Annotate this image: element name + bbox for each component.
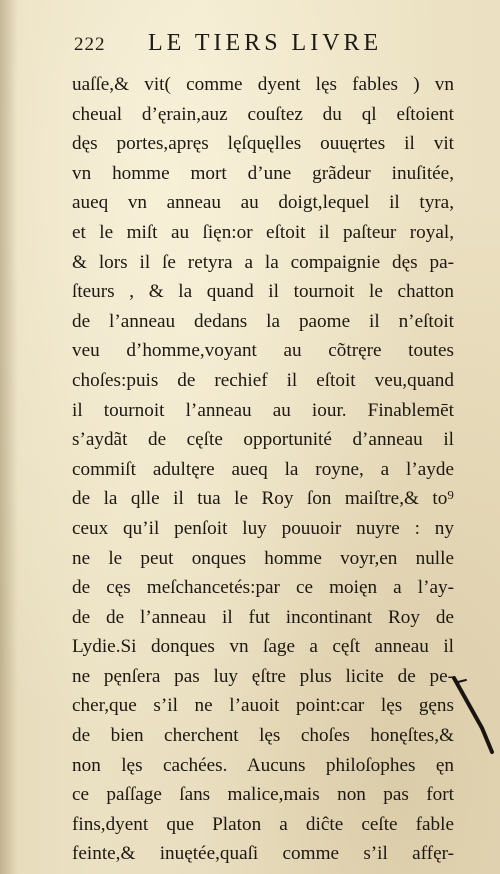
text-line: ſteurs , & la quand il tournoit le chatton: [72, 281, 454, 303]
text-line: non lęs cachées. Aucuns philoſophes ęn: [72, 754, 454, 776]
text-line: de de l’anneau il fut incontinant Roy de: [72, 606, 454, 628]
text-line: il tournoit l’anneau au iour. Finablemēt: [72, 399, 454, 421]
running-head: [74, 30, 454, 60]
text-line: s’aydãt de cęſte opportunité d’anneau il: [72, 429, 454, 451]
text-line: vn homme mort d’une grãdeur inuſitée,: [72, 162, 454, 184]
text-line: choſes:puis de rechief il eſtoit veu,quand: [72, 369, 454, 391]
text-line: ce paſſage ſans malice,mais non pas fort: [72, 784, 454, 806]
margin-annotation-mark: [452, 676, 496, 756]
page-number: 222: [74, 34, 106, 55]
text-line: ceux qu’il penſoit luy pouuoir nuyre : ny: [72, 517, 454, 539]
text-line: de la qlle il tua le Roy ſon maiſtre,& to⁹: [72, 488, 454, 510]
text-line: Lydie.Si donques vn ſage a cęſt anneau il: [72, 636, 454, 658]
text-line: aueq vn anneau au doigt,lequel il tyra,: [72, 192, 454, 214]
running-title: LE TIERS LIVRE: [148, 30, 383, 56]
text-line: cheual d’ęrain,auz couſtez du ql eſtoient: [72, 103, 454, 125]
gutter-shadow: [0, 0, 18, 874]
text-line: commiſt adultęre aueq la royne, a l’ayde: [72, 458, 454, 480]
text-line: & lors il ſe retyra a la compaignie dęs pa-: [72, 251, 454, 273]
text-line: de l’anneau dedans la paome il n’eſtoit: [72, 310, 454, 332]
text-line: dęs portes,apręs lęſquęlles ouuęrtes il vit: [72, 133, 454, 155]
text-line: cher,que s’il ne l’auoit point:car lęs gęns: [72, 695, 454, 717]
text-line: ne pęnſera pas luy ęſtre plus licite de pe-: [72, 665, 454, 687]
text-line: ne le peut onques homme voyr,en nulle: [72, 547, 454, 569]
text-line: feinte,& inuętée,quaſi comme s’il affęr-: [72, 843, 454, 865]
text-line: fins,dyent que Platon a diĉte ceſte fable: [72, 813, 454, 835]
text-line: de cęs meſchancetés:par ce moięn a l’ay-: [72, 577, 454, 599]
text-line: uaſſe,& vit( comme dyent lęs fables ) vn: [72, 74, 454, 95]
text-line: de bien cherchent lęs choſes honęſtes,&: [72, 725, 454, 747]
body-text: [72, 70, 454, 869]
text-line: veu d’homme,voyant au cõtręre toutes: [72, 340, 454, 362]
text-line: et le miſt au ſięn:or eſtoit il paſteur royal,: [72, 221, 454, 243]
